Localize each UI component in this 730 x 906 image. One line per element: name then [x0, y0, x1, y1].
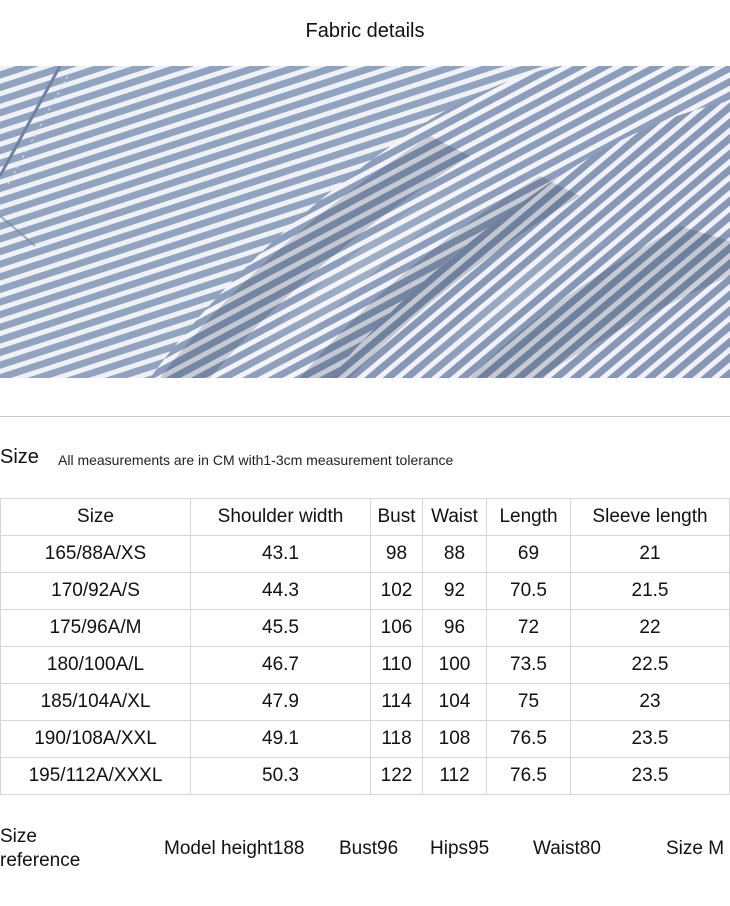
cell-bust: 118: [371, 721, 423, 758]
cell-waist: 88: [423, 536, 487, 573]
column-header-shoulder-width: Shoulder width: [191, 499, 371, 536]
cell-bust: 114: [371, 684, 423, 721]
cell-shoulder-width: 49.1: [191, 721, 371, 758]
table-header-row: [1, 499, 730, 536]
cell-size: 175/96A/M: [1, 610, 191, 647]
cell-sleeve-length: 22.5: [571, 647, 730, 684]
model-size: Size M: [666, 838, 725, 859]
table-row: [1, 647, 730, 684]
cell-bust: 110: [371, 647, 423, 684]
page-title: Fabric details: [305, 20, 425, 42]
size-table: [0, 498, 730, 795]
cell-sleeve-length: 22: [571, 610, 730, 647]
cell-length: 69: [487, 536, 571, 573]
cell-size: 190/108A/XXL: [1, 721, 191, 758]
cell-shoulder-width: 47.9: [191, 684, 371, 721]
cell-size: 180/100A/L: [1, 647, 191, 684]
cell-bust: 106: [371, 610, 423, 647]
cell-size: 185/104A/XL: [1, 684, 191, 721]
column-header-length: Length: [487, 499, 571, 536]
table-row: [1, 536, 730, 573]
size-tolerance-note: All measurements are in CM with1-3cm measurement tolerance: [58, 452, 454, 468]
cell-bust: 98: [371, 536, 423, 573]
cell-bust: 122: [371, 758, 423, 795]
striped-fabric-photo: [0, 66, 730, 378]
model-waist: Waist80: [533, 838, 601, 859]
cell-waist: 112: [423, 758, 487, 795]
model-height: Model height188: [164, 838, 305, 859]
cell-shoulder-width: 50.3: [191, 758, 371, 795]
column-header-bust: Bust: [371, 499, 423, 536]
column-header-sleeve-length: Sleeve length: [571, 499, 730, 536]
cell-shoulder-width: 45.5: [191, 610, 371, 647]
cell-waist: 100: [423, 647, 487, 684]
cell-sleeve-length: 23: [571, 684, 730, 721]
size-heading: Size: [0, 446, 39, 468]
cell-length: 72: [487, 610, 571, 647]
cell-shoulder-width: 44.3: [191, 573, 371, 610]
cell-waist: 92: [423, 573, 487, 610]
cell-length: 76.5: [487, 758, 571, 795]
cell-length: 73.5: [487, 647, 571, 684]
size-reference-label-line1: Size: [0, 826, 37, 847]
cell-shoulder-width: 46.7: [191, 647, 371, 684]
size-reference-label: [0, 825, 80, 873]
column-header-waist: Waist: [423, 499, 487, 536]
table-row: [1, 758, 730, 795]
size-reference-label-line2: reference: [0, 850, 81, 871]
cell-size: 195/112A/XXXL: [1, 758, 191, 795]
table-row: [1, 721, 730, 758]
cell-length: 76.5: [487, 721, 571, 758]
table-row: [1, 684, 730, 721]
cell-sleeve-length: 21.5: [571, 573, 730, 610]
cell-length: 70.5: [487, 573, 571, 610]
cell-size: 170/92A/S: [1, 573, 191, 610]
cell-waist: 108: [423, 721, 487, 758]
cell-shoulder-width: 43.1: [191, 536, 371, 573]
cell-length: 75: [487, 684, 571, 721]
cell-bust: 102: [371, 573, 423, 610]
table-row: [1, 610, 730, 647]
column-header-size: Size: [1, 499, 191, 536]
cell-waist: 104: [423, 684, 487, 721]
model-bust: Bust96: [339, 838, 399, 859]
model-hips: Hips95: [430, 838, 490, 859]
cell-sleeve-length: 23.5: [571, 758, 730, 795]
cell-waist: 96: [423, 610, 487, 647]
cell-size: 165/88A/XS: [1, 536, 191, 573]
cell-sleeve-length: 21: [571, 536, 730, 573]
table-row: [1, 573, 730, 610]
section-divider: [0, 416, 730, 417]
cell-sleeve-length: 23.5: [571, 721, 730, 758]
